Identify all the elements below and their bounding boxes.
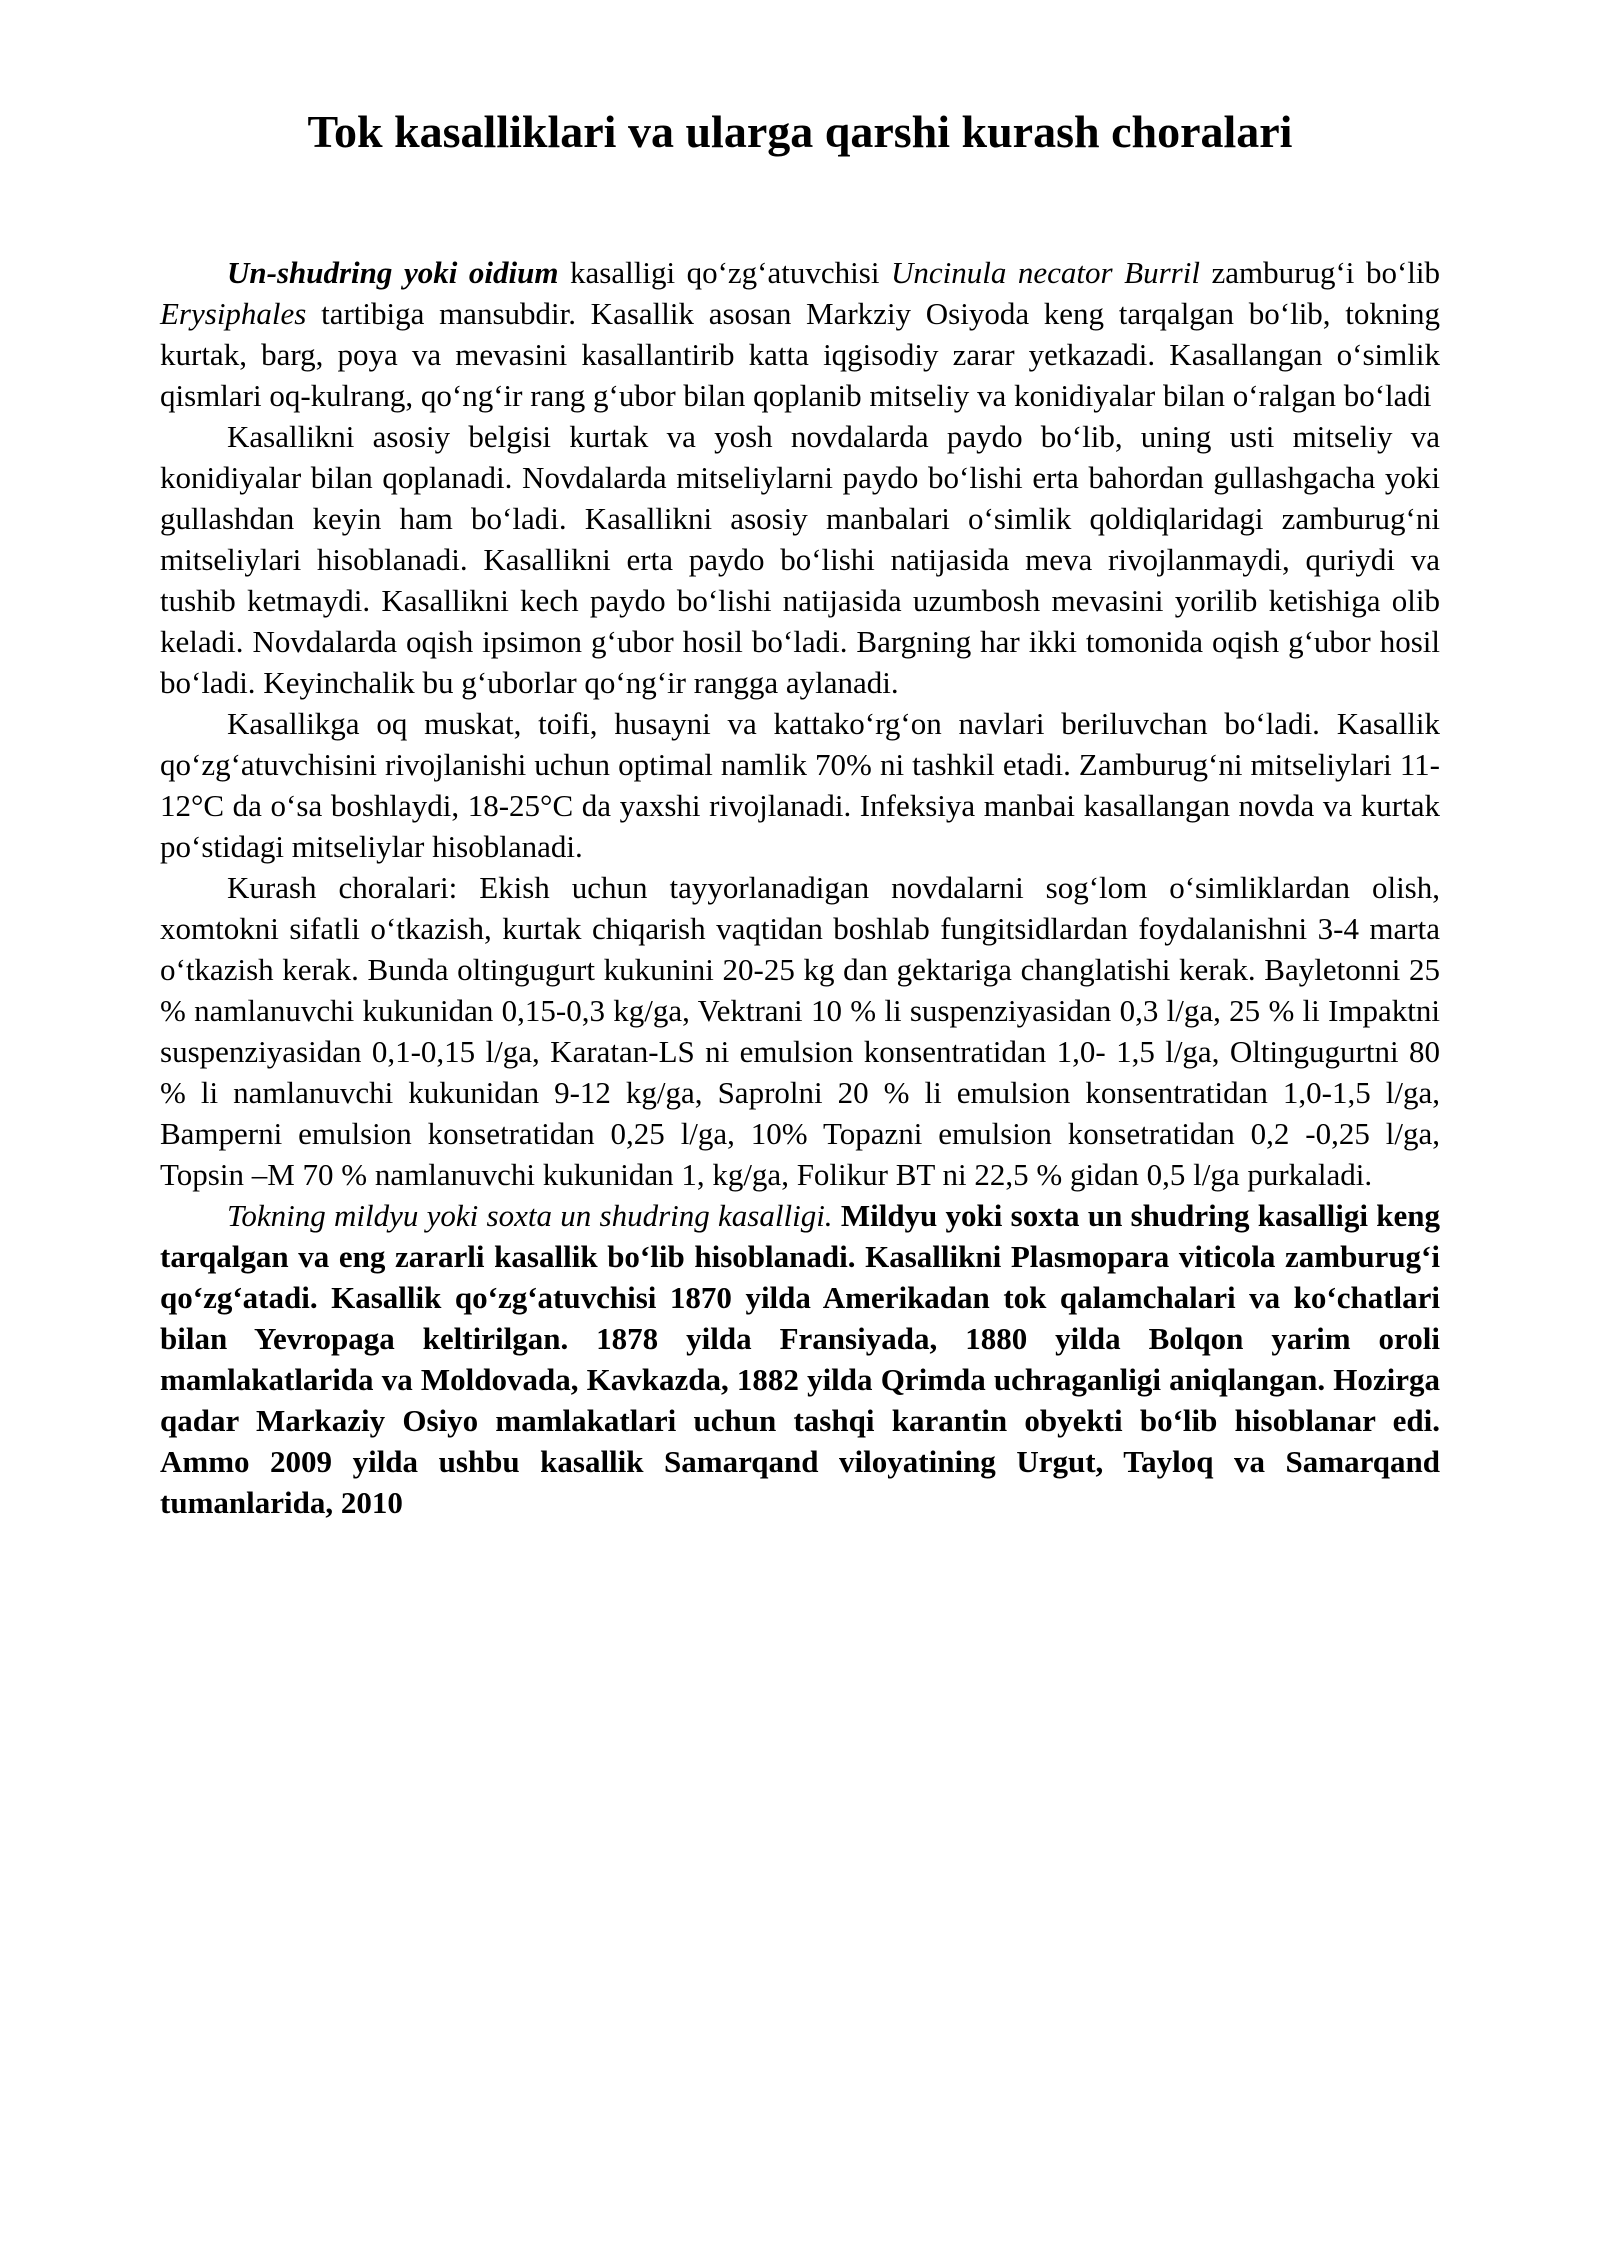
para-control-measures [160, 867, 1440, 1195]
para-oidium-intro [160, 252, 1440, 416]
para-oidium-intro-run-5: Erysiphales [160, 296, 307, 331]
para-oidium-intro-run-4: zamburug‘i bo‘lib [1199, 255, 1440, 290]
para-oidium-intro-run-6: tartibiga mansubdir. Kasallik asosan Markziy Osiyoda keng tarqalgan bo‘lib, tokning kurtak, barg, poya va mevasini kasallantirib katta iqgisodiy zarar yetkazadi. Kasallangan o‘simlik qismlari oq-kulrang, qo‘ng‘ir rang g‘ubor bilan qoplanib mitseliy va konidiyalar bilan o‘ralgan bo‘ladi [160, 296, 1440, 413]
para-oidium-intro-run-2: kasalligi qo‘zg‘atuvchisi [558, 255, 891, 290]
para-mildyu [160, 1195, 1440, 1523]
para-oidium-intro-run-3: Uncinula necator Burril [890, 255, 1200, 290]
para-oidium-intro-run-1: Un-shudring yoki oidium [227, 255, 559, 290]
para-mildyu-run-1: Tokning mildyu yoki soxta un shudring kasalligi. [227, 1198, 841, 1233]
para-symptoms [160, 416, 1440, 703]
para-conditions-run-1: Kasallikga oq muskat, toifi, husayni va kattako‘rg‘on navlari beriluvchan bo‘ladi. Kasallik qo‘zg‘atuvchisini rivojlanishi uchun optimal namlik 70% ni tashkil etadi. Zamburug‘ni mitseliylari 11-12°C da o‘sa boshlaydi, 18-25°C da yaxshi rivojlanadi. Infeksiya manbai kasallangan novda va kurtak po‘stidagi mitseliylar hisoblanadi. [160, 706, 1440, 864]
para-control-measures-run-1: Kurash choralari: Ekish uchun tayyorlanadigan novdalarni sog‘lom o‘simliklardan olish, xomtokni sifatli o‘tkazish, kurtak chiqarish vaqtidan boshlab fungitsidlardan foydalanishni 3-4 marta o‘tkazish kerak. Bunda oltingugurt kukunini 20-25 kg dan gektariga changlatishi kerak. Bayletonni 25 % namlanuvchi kukunidan 0,15-0,3 kg/ga, Vektrani 10 % li suspenziyasidan 0,3 l/ga, 25 % li Impaktni suspenziyasidan 0,1-0,15 l/ga, Karatan-LS ni emulsion konsentratidan 1,0- 1,5 l/ga, Oltingugurtni 80 % li namlanuvchi kukunidan 9-12 kg/ga, Saprolni 20 % li emulsion konsentratidan 1,0-1,5 l/ga, Bamperni emulsion konsetratidan 0,25 l/ga, 10% Topazni emulsion konsetratidan 0,2 -0,25 l/ga, Topsin –M 70 % namlanuvchi kukunidan 1, kg/ga, Folikur BT ni 22,5 % gidan 0,5 l/ga purkaladi. [160, 870, 1440, 1192]
para-symptoms-run-1: Kasallikni asosiy belgisi kurtak va yosh novdalarda paydo bo‘lib, uning usti mitseliy va konidiyalar bilan qoplanadi. Novdalarda mitseliylarni paydo bo‘lishi erta bahordan gullashgacha yoki gullashdan keyin ham bo‘ladi. Kasallikni asosiy manbalari o‘simlik qoldiqlaridagi zamburug‘ni mitseliylari hisoblanadi. Kasallikni erta paydo bo‘lishi natijasida meva rivojlanmaydi, quriydi va tushib ketmaydi. Kasallikni kech paydo bo‘lishi natijasida uzumbosh mevasini yorilib ketishiga olib keladi. Novdalarda oqish ipsimon g‘ubor hosil bo‘ladi. Bargning har ikki tomonida oqish g‘ubor hosil bo‘ladi. Keyinchalik bu g‘uborlar qo‘ng‘ir rangga aylanadi. [160, 419, 1440, 700]
para-conditions [160, 703, 1440, 867]
para-mildyu-run-2: Mildyu yoki soxta un shudring kasalligi keng tarqalgan va eng zararli kasallik bo‘lib hisoblanadi. Kasallikni Plasmopara viticola zamburug‘i qo‘zg‘atadi. Kasallik qo‘zg‘atuvchisi 1870 yilda Amerikadan tok qalamchalari va ko‘chatlari bilan Yevropaga keltirilgan. 1878 yilda Fransiyada, 1880 yilda Bolqon yarim oroli mamlakatlarida va Moldovada, Kavkazda, 1882 yilda Qrimda uchraganligi aniqlangan. Hozirga qadar Markaziy Osiyo mamlakatlari uchun tashqi karantin obyekti bo‘lib hisoblanar edi. Ammo 2009 yilda ushbu kasallik Samarqand viloyatining Urgut, Tayloq va Samarqand tumanlarida, 2010 [160, 1198, 1440, 1520]
document-title: Tok kasalliklari va ularga qarshi kurash choralari [307, 106, 1293, 157]
